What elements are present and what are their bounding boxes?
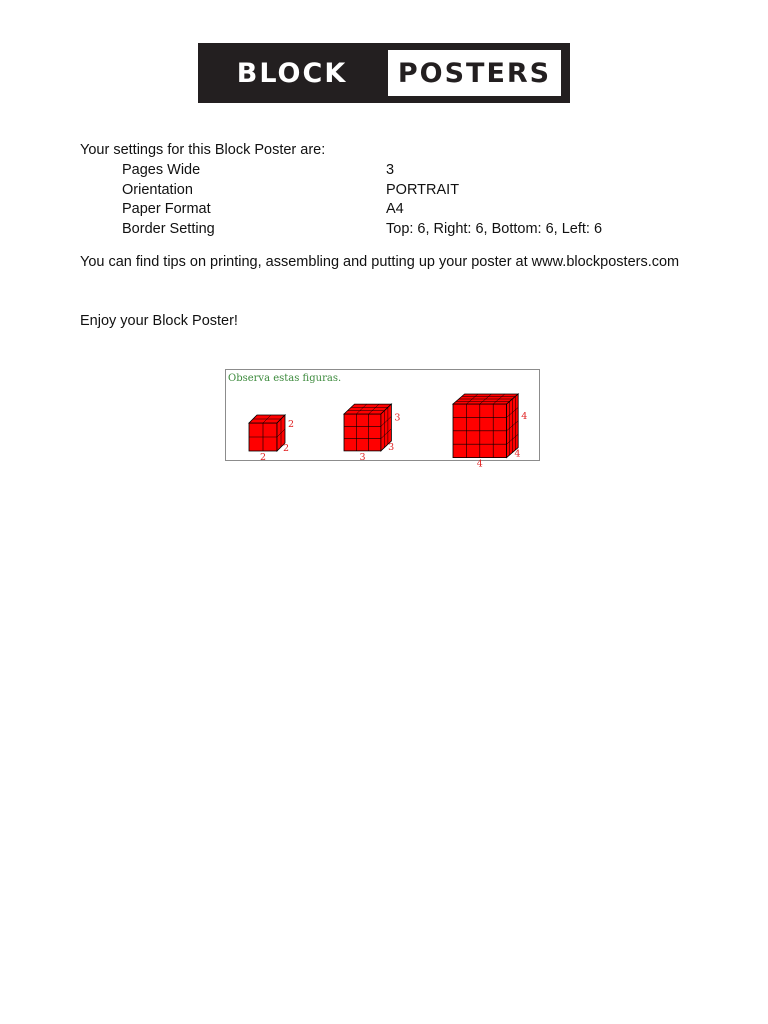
- cube-dimension-label: 2: [288, 419, 295, 430]
- cube-dimension-label: 4: [521, 410, 528, 422]
- cube-dimension-label: 3: [359, 451, 366, 463]
- enjoy-text: Enjoy your Block Poster!: [80, 313, 238, 329]
- cube-dimension-label: 2: [260, 452, 267, 463]
- setting-label: Paper Format: [122, 201, 211, 217]
- logo-word-posters: POSTERS: [388, 50, 561, 96]
- blockposters-logo: [198, 43, 570, 103]
- tips-text: You can find tips on printing, assembling and putting up your poster at www.blockposters.com: [80, 254, 680, 270]
- setting-value: A4: [386, 201, 404, 217]
- cube-2: [249, 415, 294, 463]
- poster-image: [225, 369, 540, 470]
- setting-value: Top: 6, Right: 6, Bottom: 6, Left: 6: [386, 220, 603, 237]
- logo-word-block: BLOCK: [236, 57, 348, 89]
- setting-label: Orientation: [122, 181, 193, 198]
- cube-front-face: [344, 414, 381, 451]
- setting-row-border-setting: [122, 221, 682, 241]
- cube-dimension-label: 4: [514, 448, 521, 460]
- cube-dimension-label: 3: [388, 441, 395, 453]
- cube-3: [344, 404, 400, 463]
- cube-dimension-label: 3: [394, 412, 401, 424]
- setting-row-pages-wide: [122, 162, 682, 182]
- settings-intro: Your settings for this Block Poster are:: [80, 142, 326, 158]
- settings-list: [122, 162, 682, 240]
- figure-caption: Observa estas figuras.: [228, 373, 342, 384]
- cube-dimension-label: 4: [476, 458, 483, 470]
- cube-dimension-label: 2: [283, 443, 290, 454]
- setting-label: Pages Wide: [122, 162, 201, 178]
- setting-row-paper-format: [122, 201, 682, 221]
- cubes-illustration: [226, 370, 539, 470]
- cube-4: [453, 394, 527, 470]
- setting-value: 3: [386, 162, 395, 178]
- setting-label: Border Setting: [122, 220, 215, 237]
- setting-row-orientation: [122, 182, 682, 202]
- setting-value: PORTRAIT: [386, 181, 460, 198]
